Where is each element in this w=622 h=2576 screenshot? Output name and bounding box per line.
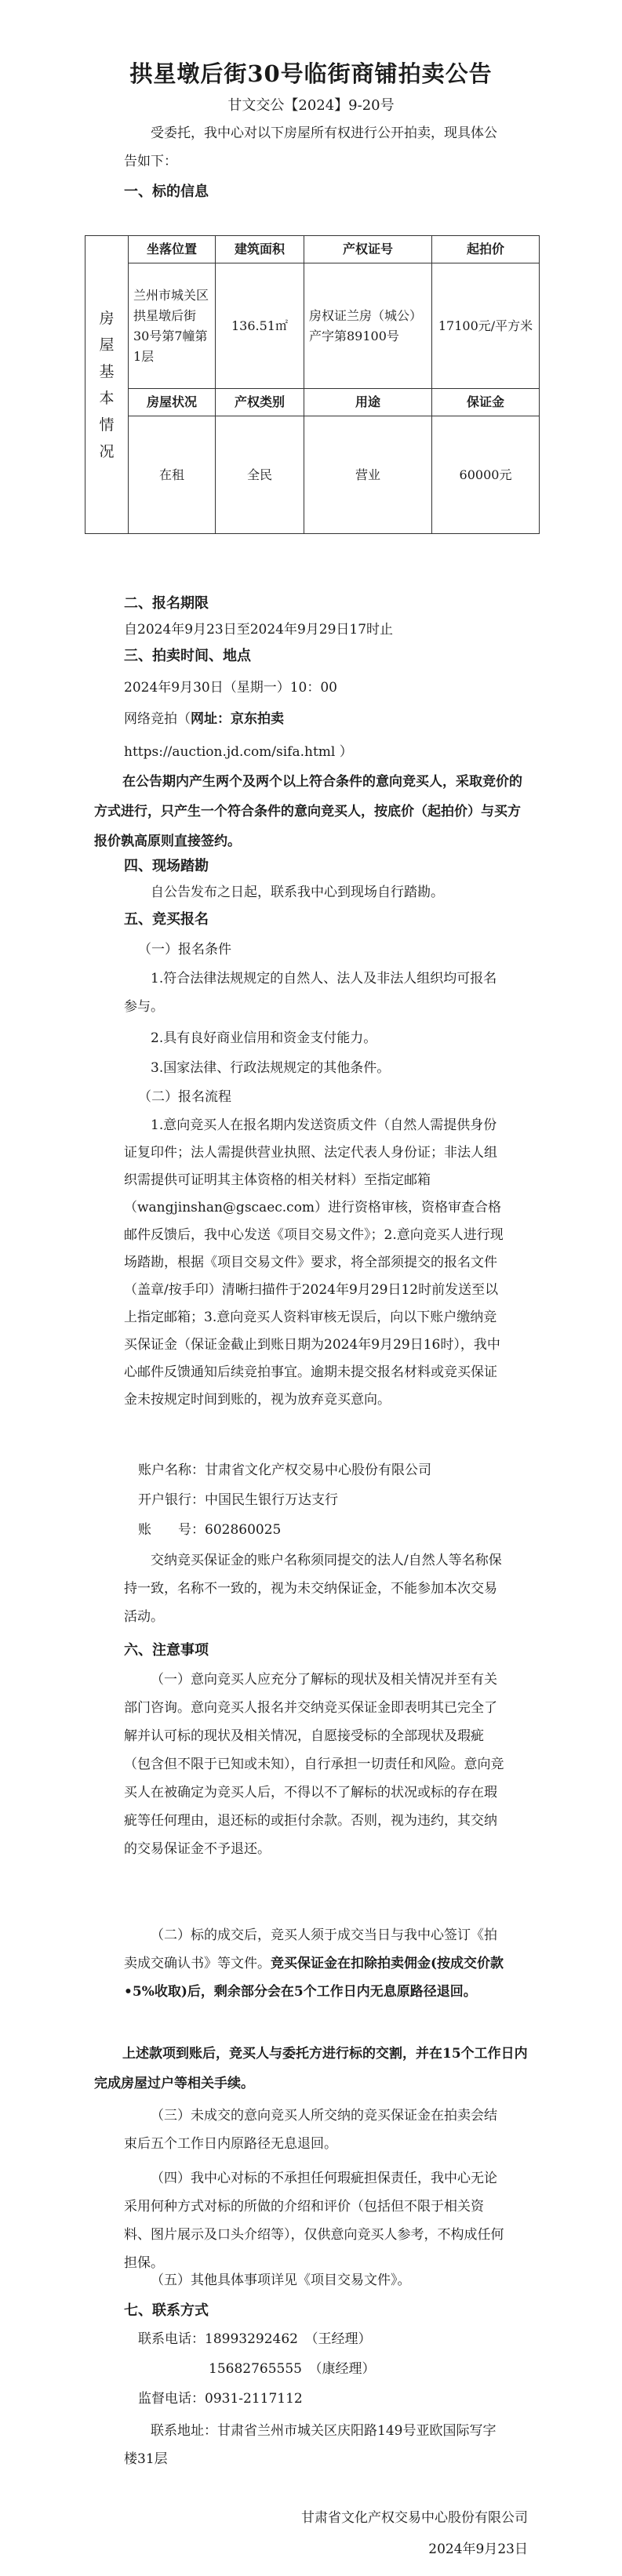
header-area: 建筑面积 <box>216 236 304 263</box>
notice-2-bold: 竞买保证金在扣除拍卖佣金(按成交价款•5%收取)后，剩余部分会在5个工作日内无息原路径退回。 <box>124 1956 504 2000</box>
notice-transfer: 上述款项到账后，竞买人与委托方进行标的交割，并在15个工作日内完成房屋过户等相关手续。 <box>94 2046 528 2091</box>
cell-type: 全民 <box>216 416 304 534</box>
auction-time: 2024年9月30日（星期一）10：00 <box>124 680 337 696</box>
cell-deposit: 60000元 <box>432 416 540 534</box>
intro-text: 受委托，我中心对以下房屋所有权进行公开拍卖，现具体公告如下： <box>124 125 497 169</box>
header-status: 房屋状况 <box>129 389 216 416</box>
notice-2-plain: （二）标的成交后，竞买人须于成交当日与我中心签订《拍卖成交确认书》等文件。 <box>124 1927 497 1971</box>
section-1-title: 一、标的信息 <box>124 183 209 200</box>
section-3-title: 三、拍卖时间、地点 <box>124 648 251 664</box>
cell-start-price: 17100元/平方米 <box>432 263 540 389</box>
header-start-price: 起拍价 <box>432 236 540 263</box>
sub-conditions-title: （一）报名条件 <box>138 942 231 957</box>
notice-4: （四）我中心对标的不承担任何瑕疵担保责任，我中心无论采用何种方式对标的所做的介绍和评价（包括但不限于相关资料、图片展示及口头介绍等），仅供意向竞买人参考，不构成任何担保。 <box>124 2171 504 2271</box>
page-title: 拱星墩后街30号临街商铺拍卖公告 <box>129 60 493 87</box>
account-bank: 开户银行：中国民生银行万达支行 <box>138 1492 338 1508</box>
property-info-table <box>85 235 540 534</box>
header-deposit: 保证金 <box>432 389 540 416</box>
cell-location: 兰州市城关区拱星墩后街30号第7幢第1层 <box>129 263 216 389</box>
notice-5: （五）其他具体事项详见《项目交易文件》。 <box>151 2273 411 2288</box>
section-4-title: 四、现场踏勘 <box>124 858 209 874</box>
notice-1: （一）意向竞买人应充分了解标的现状及相关情况并至有关部门咨询。意向竞买人报名并交纳竞买保证金即表明其已完全了解并认可标的现状及相关情况，自愿接受标的全部现状及瑕疵（包含但不限于已知或未知），自行承担一切责任和风险。意向竞买人在被确定为竞买人后，不得以不了解标的状况或标的存在瑕疵等任何理由，退还标的或拒付余款。否则，视为违约，其交纳的交易保证金不予退还。 <box>124 1672 504 1857</box>
document-number: 甘文交公【2024】9-20号 <box>227 97 395 114</box>
side-label-text: 房屋基本情况 <box>99 309 115 460</box>
header-type: 产权类别 <box>216 389 304 416</box>
contact-address: 联系地址：甘肃省兰州市城关区庆阳路149号亚欧国际写字楼31层 <box>124 2423 497 2467</box>
site-visit-text: 自公告发布之日起，联系我中心到现场自行踏勘。 <box>151 885 444 900</box>
condition-1: 1.符合法律法规规定的自然人、法人及非法人组织均可报名参与。 <box>124 971 497 1015</box>
cell-use: 营业 <box>304 416 432 534</box>
sub-process-title: （二）报名流程 <box>138 1089 231 1105</box>
condition-3: 3.国家法律、行政法规规定的其他条件。 <box>151 1060 391 1076</box>
condition-2: 2.具有良好商业信用和资金支付能力。 <box>151 1030 377 1046</box>
notice-3: （三）未成交的意向竞买人所交纳的竞买保证金在拍卖会结束后五个工作日内原路径无息退回。 <box>124 2108 497 2152</box>
registration-period: 自2024年9月23日至2024年9月29日17时止 <box>124 622 394 638</box>
section-6-title: 六、注意事项 <box>124 1642 209 1659</box>
supervision-phone: 监督电话：0931-2117112 <box>138 2391 303 2407</box>
contact-phone-1: 联系电话：18993292462 （王经理） <box>138 2331 372 2347</box>
auction-url[interactable]: https://auction.jd.com/sifa.html ） <box>124 744 353 760</box>
contact-phone-2: 15682765555 （康经理） <box>209 2361 376 2377</box>
account-note: 交纳竞买保证金的账户名称须同提交的法人/自然人等名称保持一致，名称不一致的，视为未交纳保证金，不能参加本次交易活动。 <box>124 1553 502 1625</box>
section-2-title: 二、报名期限 <box>124 595 209 612</box>
signature-org: 甘肃省文化产权交易中心股份有限公司 <box>301 2510 528 2526</box>
section-5-title: 五、竞买报名 <box>124 911 209 928</box>
auction-place-prefix: 网络竞拍（ <box>124 711 191 727</box>
registration-process: 1.意向竞买人在报名期内发送资质文件（自然人需提供身份证复印件；法人需提供营业执照、法定代表人身份证；非法人组织需提供可证明其主体资格的相关材料）至指定邮箱（wangjinshan@gscaec.com）进行资格审核，资格审查合格邮件反馈后，我中心发送《项目交易文件》；2.意向竞买人进行现场踏勘，根据《项目交易文件》要求，将全部须提交的报名文件（盖章/按手印）清晰扫描件于2024年9月29日12时前发送至以上指定邮箱；3.意向竞买人资料审核无误后，向以下账户缴纳竞买保证金（保证金截止到账日期为2024年9月29日16时），我中心邮件反馈通知后续竞拍事宜。逾期未提交报名材料或竞买保证金未按规定时间到账的，视为放弃竞买意向。 <box>124 1117 504 1408</box>
auction-place-site: 网址：京东拍卖 <box>191 711 284 727</box>
header-use: 用途 <box>304 389 432 416</box>
cell-cert: 房权证兰房（城公）产字第89100号 <box>304 263 432 389</box>
cell-status: 在租 <box>129 416 216 534</box>
bidding-rule: 在公告期内产生两个及两个以上符合条件的意向竞买人，采取竞价的方式进行，只产生一个符合条件的意向竞买人，按底价（起拍价）与买方报价孰高原则直接签约。 <box>94 774 522 849</box>
header-cert: 产权证号 <box>304 236 432 263</box>
notice-2 <box>124 1921 508 2006</box>
signature-date: 2024年9月23日 <box>428 2541 528 2557</box>
section-7-title: 七、联系方式 <box>124 2302 209 2319</box>
auction-place <box>124 707 284 731</box>
header-location: 坐落位置 <box>129 236 216 263</box>
cell-area: 136.51㎡ <box>216 263 304 389</box>
table-side-label <box>85 236 129 534</box>
account-number: 账 号：602860025 <box>138 1522 282 1538</box>
account-name: 账户名称：甘肃省文化产权交易中心股份有限公司 <box>138 1462 431 1478</box>
